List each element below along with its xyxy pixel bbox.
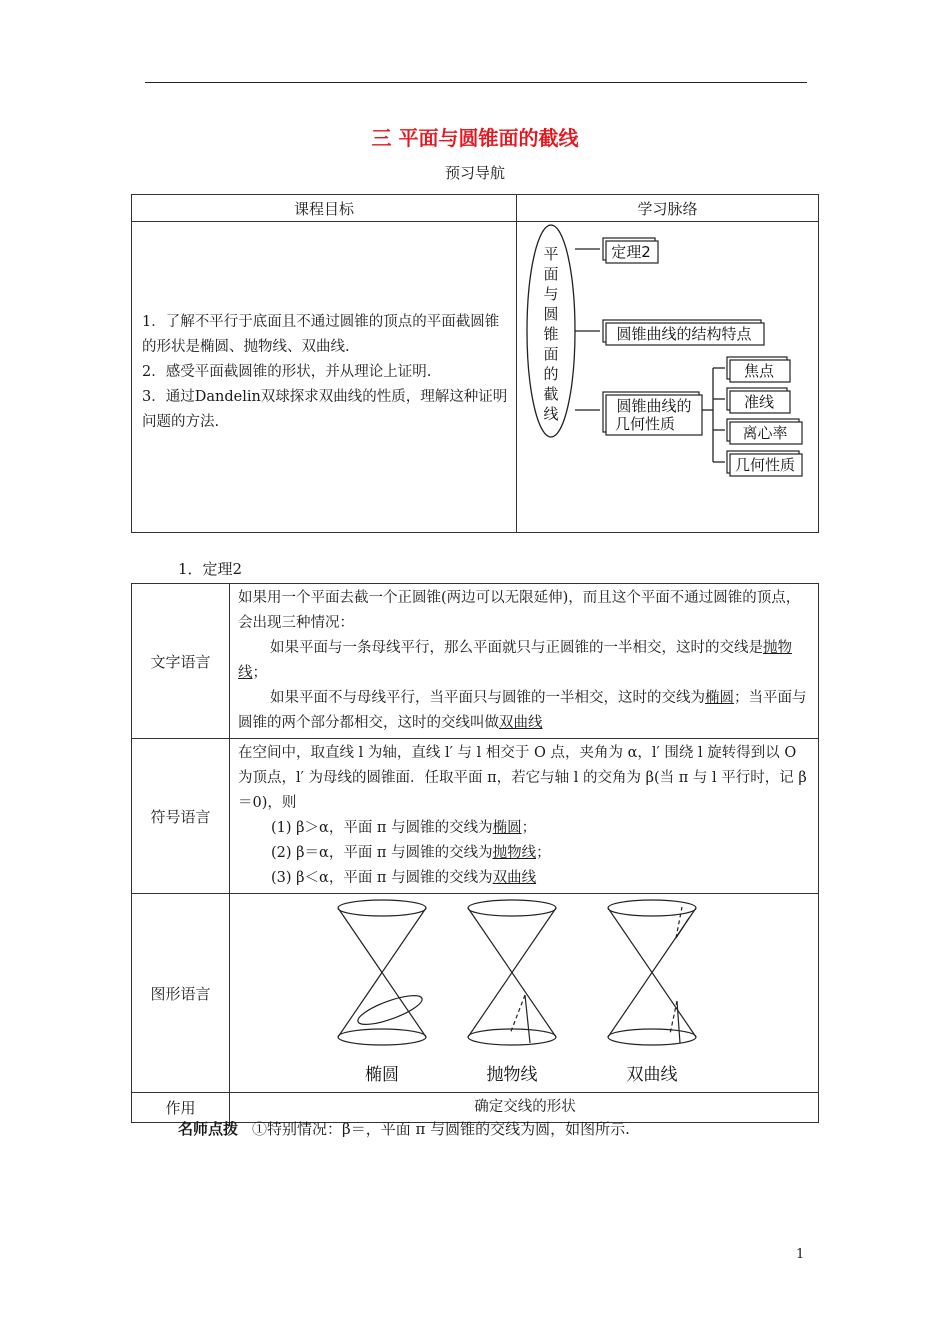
figure-caption-hyperbola: 双曲线 (626, 1065, 678, 1085)
mindmap-root-char: 截 (543, 385, 559, 403)
mindmap-root-char: 面 (543, 345, 559, 363)
teacher-tip (178, 1118, 630, 1139)
mindmap-diagram (517, 222, 817, 532)
row-label-use: 作用 (132, 1093, 230, 1123)
tip-text: ①特别情况：β＝，平面 π 与圆锥的交线为圆，如图所示. (252, 1120, 630, 1138)
goal-item: 3．通过Dandelin双球探求双曲线的性质，理解这种证明问题的方法. (142, 389, 508, 430)
row-label-figure: 图形语言 (132, 894, 230, 1093)
mindmap-root-char: 面 (543, 265, 559, 283)
symbol-case: (2) β＝α，平面 π 与圆锥的交线为抛物线； (271, 845, 551, 861)
row-label-text: 文字语言 (132, 584, 230, 739)
mindmap-leaf: 焦点 (743, 362, 774, 380)
use-cell: 确定交线的形状 (230, 1093, 819, 1123)
text-paragraph: 如果平面不与母线平行，当平面只与圆锥的一半相交，这时的交线为椭圆；当平面与圆锥的两个部分都相交，这时的交线叫做双曲线 (238, 690, 807, 731)
goals-cell (132, 222, 517, 533)
figure-cell (230, 894, 819, 1093)
page-title: 三 平面与圆锥面的截线 (371, 126, 579, 150)
symbol-case: (1) β＞α，平面 π 与圆锥的交线为椭圆； (271, 820, 537, 836)
cone-section-figures (230, 894, 818, 1092)
col-header-context: 学习脉络 (516, 195, 818, 222)
preview-table (131, 194, 819, 533)
mindmap-branch-theorem: 定理2 (611, 243, 651, 261)
tip-label: 名师点拨 (178, 1120, 239, 1138)
mindmap-root-char: 线 (543, 405, 559, 423)
header-rule (145, 82, 807, 83)
text-language-cell (230, 584, 819, 739)
symbol-language-cell (230, 739, 819, 894)
mindmap-root-char: 锥 (543, 325, 559, 343)
mindmap-cell (516, 222, 818, 533)
mindmap-root-char: 的 (543, 365, 559, 383)
goal-item: 2．感受平面截圆锥的形状，并从理论上证明. (142, 364, 432, 380)
mindmap-branch-features: 圆锥曲线的结构特点 (616, 325, 752, 343)
symbol-paragraph: 在空间中，取直线 l 为轴，直线 l′ 与 l 相交于 O 点，夹角为 α，l′ 围绕 l 旋转得到以 O 为顶点，l′ 为母线的圆锥面．任取平面 π，若它与轴 l 的交角为 β(当 π 与 l 平行时，记 β＝0)，则 (238, 745, 807, 811)
mindmap-branch-properties: 几何性质 (614, 415, 675, 433)
mindmap-leaf: 离心率 (742, 424, 788, 442)
mindmap-root-char: 平 (543, 245, 559, 263)
col-header-goals: 课程目标 (132, 195, 517, 222)
mindmap-leaf: 准线 (743, 393, 774, 411)
mindmap-root-char: 圆 (543, 305, 559, 323)
text-paragraph: 如果平面与一条母线平行，那么平面就只与正圆锥的一半相交，这时的交线是抛物线； (238, 640, 792, 681)
row-label-symbol: 符号语言 (132, 739, 230, 894)
mindmap-root-char: 与 (543, 285, 559, 303)
section-heading: 1．定理2 (178, 560, 243, 578)
figure-caption-ellipse: 椭圆 (365, 1065, 399, 1085)
text-paragraph: 如果用一个平面去截一个正圆锥(两边可以无限延伸)，而且这个平面不通过圆锥的顶点，会出现三种情况： (238, 590, 801, 631)
page-subtitle: 预习导航 (444, 164, 505, 182)
mindmap-leaf: 几何性质 (734, 456, 795, 474)
theorem-table (131, 583, 819, 1123)
mindmap-branch-properties: 圆锥曲线的 (616, 397, 692, 415)
page-number: 1 (796, 1247, 805, 1262)
goal-item: 1．了解不平行于底面且不通过圆锥的顶点的平面截圆锥的形状是椭圆、抛物线、双曲线. (142, 314, 500, 355)
symbol-case: (3) β＜α，平面 π 与圆锥的交线为双曲线 (271, 870, 537, 886)
figure-caption-parabola: 抛物线 (486, 1065, 538, 1085)
